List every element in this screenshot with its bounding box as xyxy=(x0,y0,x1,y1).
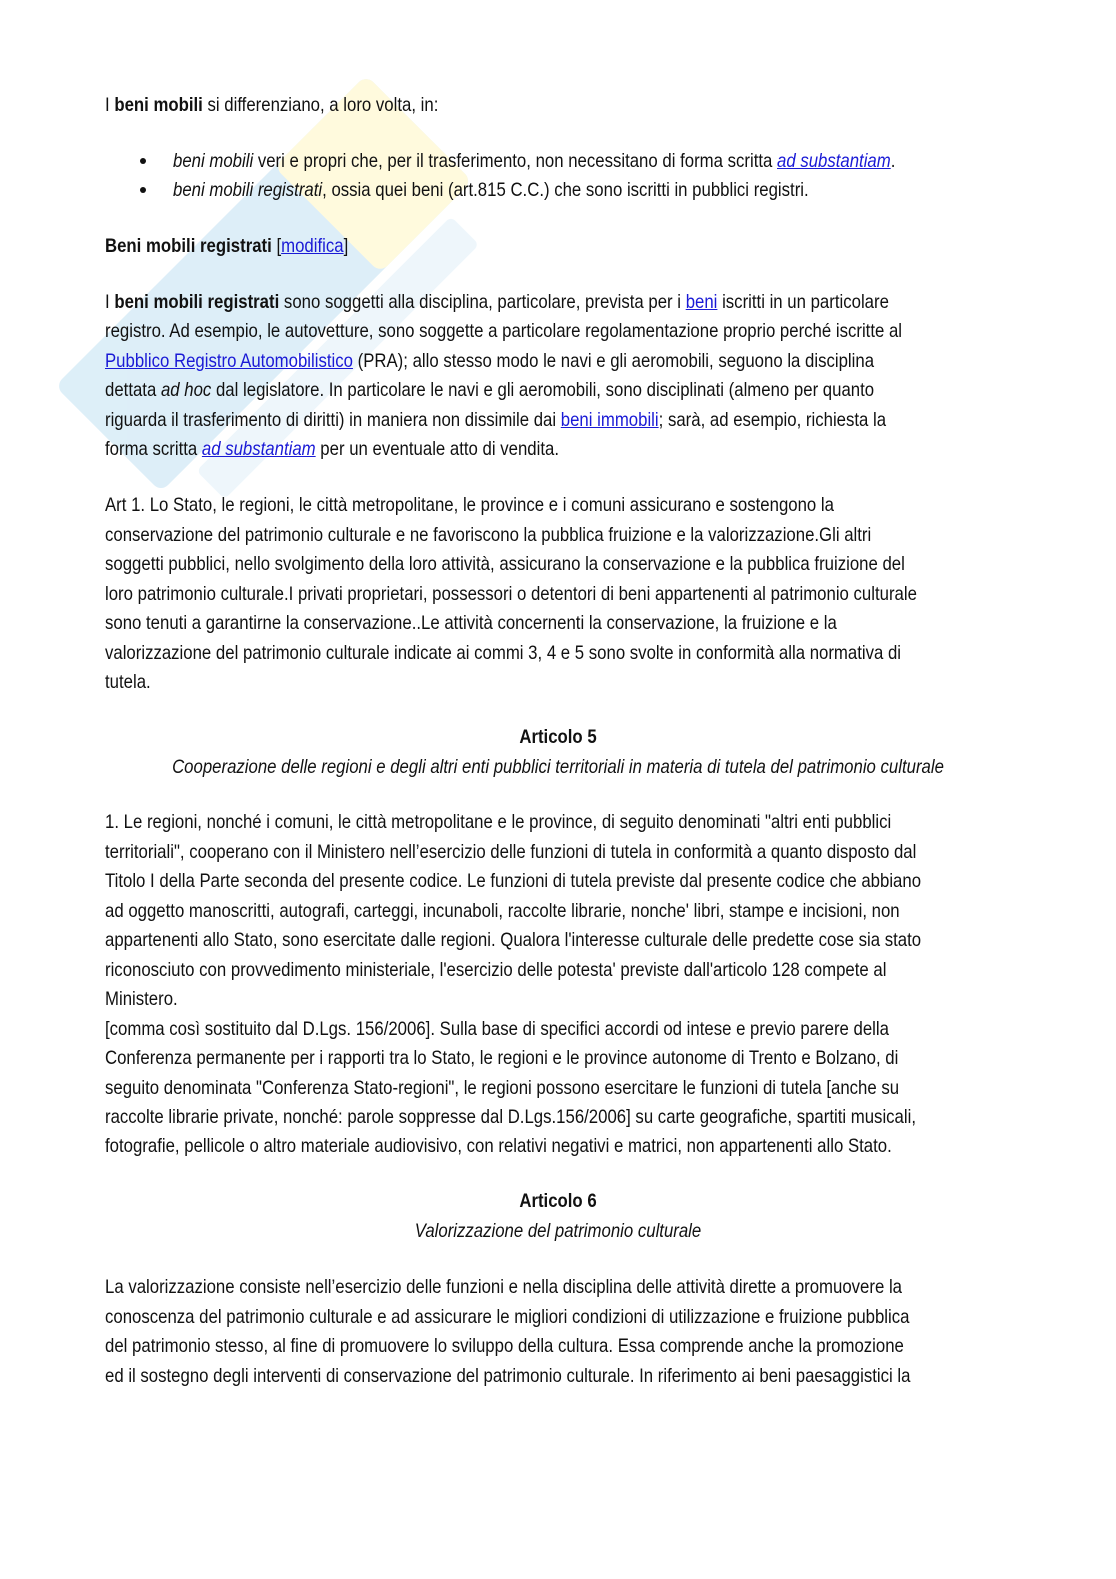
text-span: ] xyxy=(343,235,349,257)
text-span: per un eventuale atto di vendita. xyxy=(315,438,559,460)
text-span: I xyxy=(105,291,115,313)
text-line xyxy=(105,867,921,895)
text-span: 1. Le regioni, nonché i comuni, le città metropolitane e le province, di seguito denominati "altri enti pubblici xyxy=(105,811,892,833)
text-span: ed il sostegno degli interventi di conservazione del patrimonio culturale. In riferimento ai beni paesaggistici la xyxy=(105,1365,911,1387)
bold-text: Beni mobili registrati xyxy=(105,235,272,257)
text-span: [comma così sostituito dal D.Lgs. 156/2006]. Sulla base di specifici accordi od intese e previo parere della xyxy=(105,1018,889,1040)
text-span: registro. Ad esempio, le autovetture, sono soggette a particolare regolamentazione proprio perché iscritte al xyxy=(105,320,903,342)
text-span: loro patrimonio culturale.I privati proprietari, possessori o detentori di beni appartenenti al patrimonio culturale xyxy=(105,583,917,605)
text-span: dal legislatore. In particolare le navi e gli aeromobili, sono disciplinati (almeno per quanto xyxy=(211,379,875,401)
text-span: . xyxy=(890,150,896,172)
text-span: conoscenza del patrimonio culturale e ad assicurare le migliori condizioni di utilizzazione e fruizione pubblica xyxy=(105,1306,910,1328)
text-span: del patrimonio stesso, al fine di promuovere lo sviluppo della cultura. Essa comprende anche la promozione xyxy=(105,1335,904,1357)
text-line xyxy=(105,985,178,1013)
text-span: Art 1. Lo Stato, le regioni, le città metropolitane, le province e i comuni assicurano e sostengono la xyxy=(105,494,834,516)
text-span: valorizzazione del patrimonio culturale indicate ai commi 3, 4 e 5 sono svolte in conformità alla normativa di xyxy=(105,642,902,664)
hyperlink[interactable]: modifica xyxy=(281,235,344,257)
text-line xyxy=(105,1015,889,1043)
text-span: sono tenuti a garantirne la conservazione..Le attività concernenti la conservazione, la fruizione e la xyxy=(105,612,837,634)
text-span: soggetti pubblici, nello svolgimento della loro attività, assicurano la conservazione e la pubblica fruizione del xyxy=(105,553,905,575)
text-span: territoriali", cooperano con il Ministero nell’esercizio delle funzioni di tutela in conformità a quanto disposto dal xyxy=(105,841,917,863)
text-line xyxy=(105,1044,898,1072)
text-span: Ministero. xyxy=(105,988,178,1010)
italic-text: beni mobili xyxy=(173,150,254,172)
text-line xyxy=(105,1074,899,1102)
text-line xyxy=(105,550,905,578)
bold-text: beni mobili xyxy=(114,94,203,116)
text-span: ad oggetto manoscritti, autografi, carteggi, incunaboli, raccolte librarie, nonche' libri, stampe e incisioni, non xyxy=(105,900,900,922)
text-line xyxy=(105,491,834,519)
section-heading-line xyxy=(78,753,1038,781)
text-line xyxy=(105,1362,910,1390)
text-line xyxy=(105,288,889,316)
bold-text: Articolo 6 xyxy=(519,1190,597,1212)
text-span: riguarda il trasferimento di diritti) in maniera non dissimile dai xyxy=(105,409,561,431)
text-line xyxy=(105,926,921,954)
text-span: veri e propri che, per il trasferimento, non necessitano di forma scritta xyxy=(253,150,778,172)
bullet-item xyxy=(173,176,809,204)
text-span: ; sarà, ad esempio, richiesta la xyxy=(658,409,887,431)
section-heading-line xyxy=(78,1187,1038,1215)
text-span: raccolte librarie private, nonché: parole soppresse dal D.Lgs.156/2006] su carte geografiche, spartiti musicali, xyxy=(105,1106,916,1128)
text-span: La valorizzazione consiste nell’esercizio delle funzioni e nella disciplina delle attività dirette a promuovere la xyxy=(105,1276,903,1298)
text-line xyxy=(105,406,886,434)
text-line xyxy=(105,91,438,119)
italic-text: Valorizzazione del patrimonio culturale xyxy=(414,1220,702,1242)
bold-text: beni mobili registrati xyxy=(114,291,280,313)
text-line xyxy=(105,347,874,375)
text-line xyxy=(105,1332,904,1360)
text-span: (PRA); allo stesso modo le navi e gli aeromobili, seguono la disciplina xyxy=(352,350,875,372)
italic-text: Cooperazione delle regioni e degli altri enti pubblici territoriali in materia di tutela del patrimonio culturale xyxy=(172,756,944,778)
text-line xyxy=(105,1132,892,1160)
text-line xyxy=(105,668,151,696)
text-line xyxy=(105,376,874,404)
bullet-icon xyxy=(140,158,146,164)
hyperlink[interactable]: beni immobili xyxy=(560,409,659,431)
text-span: tutela. xyxy=(105,671,151,693)
text-line xyxy=(105,521,871,549)
text-span: Titolo I della Parte seconda del presente codice. Le funzioni di tutela previste dal presente codice che abbiano xyxy=(105,870,922,892)
text-line xyxy=(105,1273,902,1301)
text-line xyxy=(105,1303,909,1331)
text-span: Conferenza permanente per i rapporti tra lo Stato, le regioni e le province autonome di Trento e Bolzano, di xyxy=(105,1047,899,1069)
section-heading-line xyxy=(78,723,1038,751)
hyperlink[interactable]: ad substantiam xyxy=(777,150,891,172)
text-line xyxy=(105,609,837,637)
text-span: riconosciuto con provvedimento ministeriale, l'esercizio delle potesta' previste dall'articolo 128 compete al xyxy=(105,959,887,981)
text-span: sono soggetti alla disciplina, particolare, prevista per i xyxy=(279,291,686,313)
italic-text: beni mobili registrati xyxy=(173,179,323,201)
text-line xyxy=(105,838,916,866)
text-line xyxy=(105,435,559,463)
hyperlink[interactable]: Pubblico Registro Automobilistico xyxy=(105,350,353,372)
text-span: dettata xyxy=(105,379,161,401)
text-line xyxy=(105,897,900,925)
text-span: , ossia quei beni (art.815 C.C.) che sono iscritti in pubblici registri. xyxy=(322,179,809,201)
text-span: I xyxy=(105,94,115,116)
text-line xyxy=(105,956,886,984)
italic-text: ad hoc xyxy=(160,379,212,401)
text-span: si differenziano, a loro volta, in: xyxy=(202,94,439,116)
text-span: [ xyxy=(271,235,282,257)
text-span: appartenenti allo Stato, sono esercitate dalle regioni. Qualora l'interesse culturale delle predette cose sia stato xyxy=(105,929,922,951)
section-heading-line xyxy=(78,1217,1038,1245)
text-line xyxy=(105,808,891,836)
hyperlink[interactable]: ad substantiam xyxy=(201,438,316,460)
text-line xyxy=(105,317,902,345)
text-line xyxy=(105,580,917,608)
bullet-icon xyxy=(140,187,146,193)
text-line xyxy=(105,639,901,667)
text-span: conservazione del patrimonio culturale e ne favoriscono la pubblica fruizione e la valorizzazione.Gli altri xyxy=(105,524,872,546)
hyperlink[interactable]: beni xyxy=(685,291,718,313)
bullet-item xyxy=(173,147,895,175)
text-span: fotografie, pellicole o altro materiale audiovisivo, con relativi negativi e matrici, non appartenenti allo Stato. xyxy=(105,1135,892,1157)
text-line xyxy=(105,232,348,260)
text-span: forma scritta xyxy=(105,438,202,460)
bold-text: Articolo 5 xyxy=(519,726,597,748)
text-span: iscritti in un particolare xyxy=(717,291,889,313)
text-line xyxy=(105,1103,916,1131)
text-span: seguito denominata "Conferenza Stato-regioni", le regioni possono esercitare le funzioni di tutela [anche su xyxy=(105,1077,900,1099)
